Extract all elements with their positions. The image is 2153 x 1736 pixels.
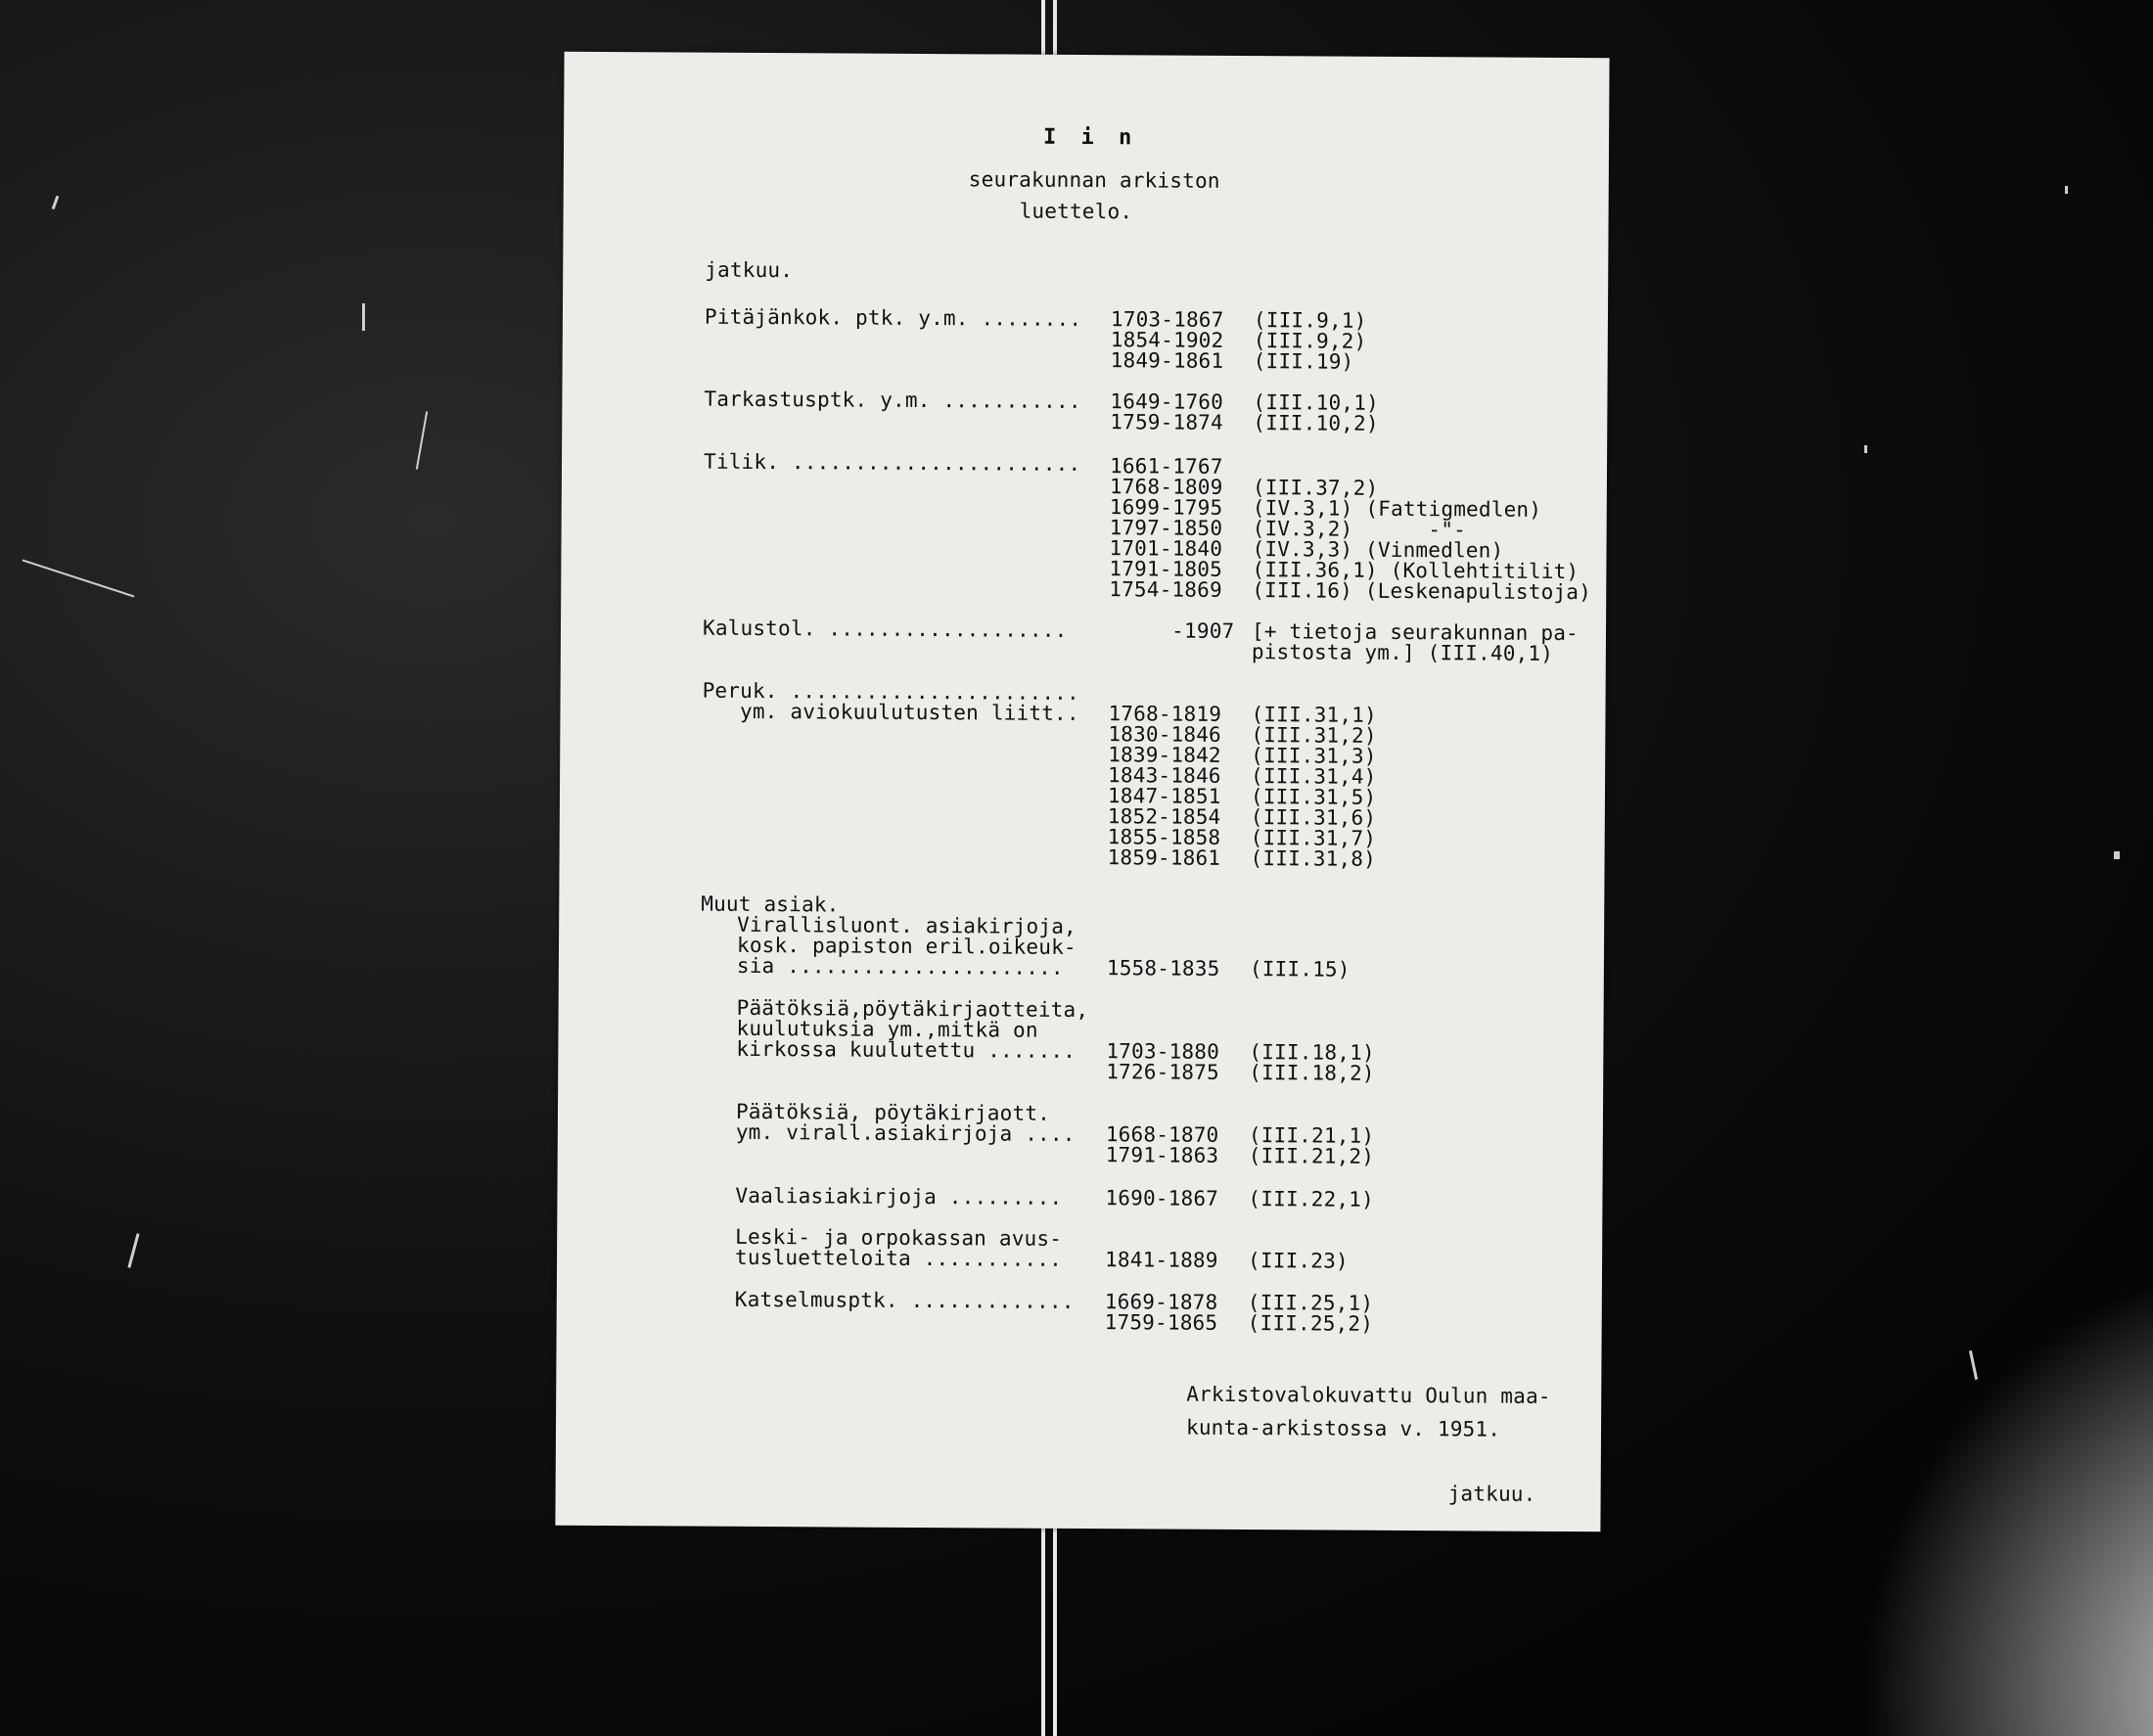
entry-ref: (III.21,2) — [1248, 1144, 1375, 1168]
entry-ref: (III.31,3) — [1251, 744, 1377, 768]
entry-date: 1703-1880 — [1106, 1039, 1220, 1064]
entry-date: 1703-1867 — [1110, 307, 1224, 332]
entry-ref: (III.31,5) — [1250, 785, 1377, 809]
entry-ref: (III.31,8) — [1250, 846, 1377, 871]
item-line: Vaaliasiakirjoja ......... — [735, 1183, 1063, 1210]
entry-ref: (III.37,2) — [1252, 476, 1379, 500]
entry-ref: (III.36,1) (Kollehtitilit) — [1252, 558, 1580, 584]
item-line: sia ...................... — [736, 953, 1064, 980]
entry-ref: (III.10,2) — [1253, 411, 1379, 435]
dust-speck — [362, 303, 365, 331]
entry-date: 1768-1819 — [1108, 702, 1222, 726]
entry-ref: (III.15) — [1249, 957, 1351, 982]
entry-ref: (III.31,7) — [1250, 826, 1377, 850]
entry-ref: (III.10,1) — [1253, 390, 1379, 415]
entry-ref: (III.31,4) — [1251, 764, 1377, 789]
entry-ref: (III.23) — [1248, 1249, 1349, 1273]
entry-date: 1830-1846 — [1108, 722, 1222, 747]
entry-date: -1907 — [1108, 618, 1235, 643]
entry-label: Kalustol. ................... — [702, 616, 1068, 642]
entry-date: 1849-1861 — [1110, 348, 1224, 373]
entry-date: 1754-1869 — [1109, 577, 1222, 602]
item-line: Päätöksiä, pöytäkirjaott. — [735, 1099, 1051, 1125]
entry-label-2: ym. aviokuulutusten liitt.. — [702, 699, 1079, 725]
entry-date: 1852-1854 — [1107, 804, 1221, 829]
document-subtitle-2: luettelo. — [1019, 199, 1133, 224]
entry-ref: [+ tietoja seurakunnan pa- — [1251, 619, 1579, 646]
entry-ref: (III.9,1) — [1253, 308, 1367, 333]
entry-date: 1759-1874 — [1110, 410, 1223, 434]
entry-date: 1791-1863 — [1105, 1143, 1219, 1167]
entry-ref: (IV.3,2) -"- — [1252, 517, 1467, 542]
continued-bottom: jatkuu. — [1447, 1482, 1536, 1506]
archive-note: Arkistovalokuvattu Oulun maa- — [1186, 1382, 1551, 1408]
entry-ref: (IV.3,3) (Vinmedlen) — [1252, 537, 1504, 563]
entry-ref: (III.16) (Leskenapulistoja) — [1252, 578, 1592, 605]
entry-date: 1768-1809 — [1109, 475, 1223, 499]
item-line: tusluetteloita ........... — [735, 1245, 1063, 1271]
entry-ref: (III.22,1) — [1248, 1187, 1374, 1211]
entry-ref: pistosta ym.] (III.40,1) — [1251, 640, 1554, 665]
entry-label: Pitäjänkok. ptk. y.m. ........ — [704, 304, 1082, 331]
entry-date: 1661-1767 — [1109, 454, 1223, 479]
entry-label: Tarkastusptk. y.m. ........... — [704, 387, 1081, 413]
entry-ref: (IV.3,1) (Fattigmedlen) — [1252, 496, 1542, 522]
item-line: kuulutuksia ym.,mitkä on — [736, 1016, 1038, 1042]
section-heading: Muut asiak. — [701, 891, 840, 917]
dust-speck — [2114, 851, 2120, 859]
item-line: kirkossa kuulutettu ....... — [736, 1036, 1076, 1063]
entry-ref: (III.21,1) — [1248, 1123, 1375, 1148]
entry-date: 1791-1805 — [1109, 557, 1223, 581]
item-line: Päätöksiä,pöytäkirjaotteita, — [736, 995, 1089, 1023]
entry-ref: (III.25,1) — [1247, 1291, 1374, 1315]
continued-top: jatkuu. — [705, 257, 794, 283]
entry-date: 1855-1858 — [1107, 825, 1221, 849]
entry-ref: (III.25,2) — [1247, 1311, 1374, 1336]
entry-ref: (III.31,6) — [1250, 805, 1377, 830]
entry-date: 1699-1795 — [1109, 495, 1223, 520]
document-page — [555, 52, 1609, 1531]
entry-ref: (III.31,1) — [1251, 703, 1377, 727]
item-line: Virallisluont. asiakirjoja, — [737, 912, 1076, 938]
entry-date: 1797-1850 — [1109, 516, 1223, 540]
entry-ref: (III.9,2) — [1253, 329, 1367, 353]
entry-ref: (III.31,2) — [1251, 723, 1377, 748]
entry-date: 1558-1835 — [1106, 956, 1220, 981]
dust-speck — [1864, 445, 1867, 453]
entry-date: 1690-1867 — [1105, 1186, 1219, 1211]
item-line: ym. virall.asiakirjoja .... — [735, 1119, 1076, 1146]
entry-date: 1668-1870 — [1105, 1122, 1219, 1147]
entry-ref: (III.18,1) — [1249, 1040, 1375, 1065]
entry-date: 1847-1851 — [1107, 784, 1221, 808]
entry-date: 1701-1840 — [1109, 536, 1223, 561]
entry-date: 1669-1878 — [1104, 1290, 1218, 1314]
document-subtitle: seurakunnan arkiston — [968, 167, 1220, 193]
entry-date: 1854-1902 — [1110, 328, 1224, 352]
entry-date: 1649-1760 — [1110, 389, 1224, 414]
item-line: kosk. papiston eril.oikeuk- — [736, 933, 1076, 959]
entry-date: 1839-1842 — [1108, 743, 1221, 767]
entry-ref: (III.18,2) — [1249, 1061, 1375, 1085]
entry-ref: (III.19) — [1253, 349, 1354, 374]
entry-date: 1726-1875 — [1106, 1060, 1219, 1084]
entry-label: Tilik. ....................... — [703, 449, 1081, 476]
entry-date: 1841-1889 — [1105, 1248, 1218, 1272]
archive-note-2: kunta-arkistossa v. 1951. — [1185, 1415, 1501, 1441]
entry-label: Peruk. ....................... — [702, 678, 1079, 705]
entry-date: 1859-1861 — [1107, 845, 1221, 870]
dust-speck — [2065, 186, 2068, 194]
item-line: Katselmusptk. ............. — [734, 1287, 1075, 1313]
item-line: Leski- ja orpokassan avus- — [735, 1224, 1063, 1251]
entry-date: 1759-1865 — [1104, 1310, 1218, 1335]
document-title: I i n — [1043, 124, 1138, 151]
entry-date: 1843-1846 — [1108, 763, 1221, 788]
